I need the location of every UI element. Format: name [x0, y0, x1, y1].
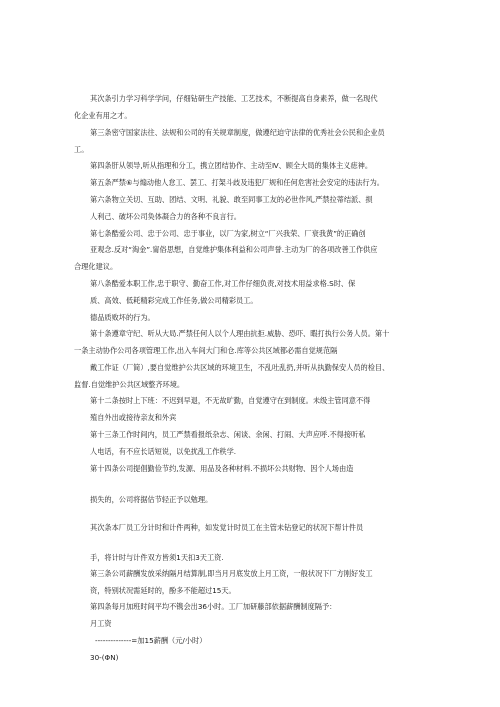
text-line: 第十三条工作时间内，员工严禁看报纸杂志、闲谈、余闲、打闹、大声应呼.不得接听私: [90, 430, 366, 439]
text-line: 人利己、破坏公司奂体凝合力的各种不良言行。: [90, 212, 241, 221]
text-line: 亚观念.反对“淘金”.甯俗思想，自觉维护集体利益和公司声誉.主动为厂的各项改善工作供应: [90, 245, 378, 254]
text-line: 月工资: [90, 619, 112, 628]
text-line: 损失的，公司将据估节轻正予以勉理。: [90, 495, 213, 504]
text-line: 其次条本厂员工分计时和计件两种，如发觉计时员工在主管未钻登记的状况下帮计件员: [90, 523, 364, 532]
text-line: 第十四条公司提倡勤俭节约,发源、用品及各种材料.不损坏公共财物、因个人场由造: [90, 464, 354, 473]
text-line: 质、高效、低耗精彩完成工作任务,做公司精彩员工。: [90, 296, 258, 305]
text-line: 第五条严禁⑥与煽动他人怠工、罢工、打架斗歧及违犯厂规和任何危害社会安定的违法行为。: [90, 178, 384, 187]
text-line: 工。: [74, 145, 89, 154]
text-line: 戴工作证（厂简）,要自觉维护公共区域的环境卫生，不乱吐乱扔,并听从执勤保安人员的检目、: [90, 363, 390, 372]
text-line: 监督.自觉维护公共区域整齐环境。: [74, 380, 185, 389]
text-line: 人电话，有不应长话短说，以免扰乱工作秩学.: [90, 447, 237, 456]
text-line: 合理化建议。: [74, 262, 118, 271]
text-line: 其次条引力学习科学学问，仔细钻研生产技能、工艺技术，不断提高自身素养，做一名现代: [90, 94, 378, 103]
text-line: 第八条酷爱本职工作,忠于职守、勤奋工作,对工作仔细负责,对技术用益求格.S时、保: [90, 279, 356, 288]
text-line: 第三条密守国家法往、法规和公司的有关规章制度，做遵纪迫守法律的优秀社会公民和企业员: [90, 128, 385, 137]
text-line: 第三条公司薪酬发放采纳隔月结算制,即当月月底发放上月工资，一般状况下厂方刚好发工: [90, 569, 373, 578]
text-line: 30-(ΦΝ): [90, 653, 119, 662]
text-line: 第十条遵章守纪、听从大局.严禁任何人以个人理由抗拒.威胁、恐吓、暇打执行公务人员。第十: [90, 329, 390, 338]
text-line: 第十二条按时上下班：不迟到早退，不无故旷勤，自觉遵守在到制度。未级主管同意不得: [90, 396, 371, 405]
text-line: 第四条每月加班时间平均不镌会出36小时。工厂加研藤部依据薪酬制度隔予：: [90, 602, 337, 611]
text-line: 德品质败坏的行为。: [90, 313, 155, 322]
text-line: 第七条酷爱公司、忠于公司、忠于事业，以厂为家,树立“厂兴我荣、厂衰我黄”的正确创: [90, 229, 366, 238]
text-line: 一条主动协作公司各项管理工作,出入车间大门和仓.库等公共区域都必需自觉规范隔: [74, 346, 338, 355]
text-line: 第六条物立关切、互助、团结、文明、礼貌、敢至同事工友的必世作风,严禁拉蒂结派、损: [90, 195, 373, 204]
text-line: 手，将计时与计件双方皆须1天扣3天工资.: [90, 553, 224, 562]
text-line: 第四条肝从领导,听从指理和分工，携立团结协作、主动至Ⅳ、顾全大局的集体主义痣神。: [90, 161, 373, 170]
text-line: 化企业有用之才。: [74, 111, 132, 120]
text-line: 殖自外出或接待亲友和外宾: [90, 413, 177, 422]
text-line: --------------=加15薪酬（元/小时）: [95, 636, 207, 645]
text-line: 资，特别状况需延时的，酚多不能超过15天。: [90, 586, 236, 595]
